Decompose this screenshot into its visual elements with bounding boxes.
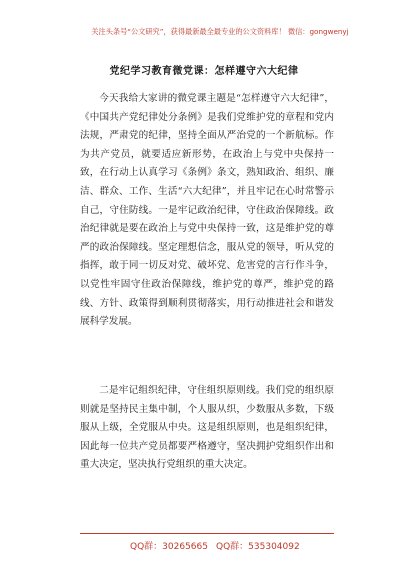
footer-qq-group-1: QQ群：30265665	[130, 542, 208, 552]
footer-qq-group-2: QQ群：535304092	[216, 542, 300, 552]
header-banner: 关注头条号“公文研究”，获得最新最全最专业的公文资料库！ 微信：gongwenyj	[91, 27, 349, 36]
paragraph-2: 二是牢记组织纪律，守住组织原则线。我们党的组织原则就是坚持民主集中制，个人服从织，少数服从多数，下级服从上级，全党服从中央。这是组织原则，也是组织纪律，因此每一位共产党员都要严格遵守，坚决拥护党组织作出和重大决定，坚决执行党组织的重大决定。	[80, 385, 334, 471]
page-footer	[80, 533, 334, 552]
paragraph-1: 今天我给大家讲的微党课主题是“怎样遵守六大纪律”，《中国共产党纪律处分条例》是我们党维护党的章程和党内法规，严肃党的纪律，坚持全面从严治党的一个新航标。作为共产党员，就要适应新形势，在政治上与党中央保持一致，在行动上认真学习《条例》条文，熟知政治、组织、廉洁、群众、工作、生活“六大纪律”，并且牢记在心时常警示自己，守住防线。一是牢记政治纪律，守住政治保障线。政治纪律就是要在政治上与党中央保持一致，这是维护党的尊严的政治保障线。坚定理想信念，服从党的领导，听从党的指挥，敢于同一切反对党、破坏党、危害党的言行作斗争，以党性牢固守住政治保障线，维护党的尊严，维护党的路线、方针、政策得到顺利贯彻落实，用行动推进社会和谐发展科学发展。	[80, 93, 334, 328]
page-title: 党纪学习教育微党课：怎样遵守六大纪律	[109, 66, 299, 77]
